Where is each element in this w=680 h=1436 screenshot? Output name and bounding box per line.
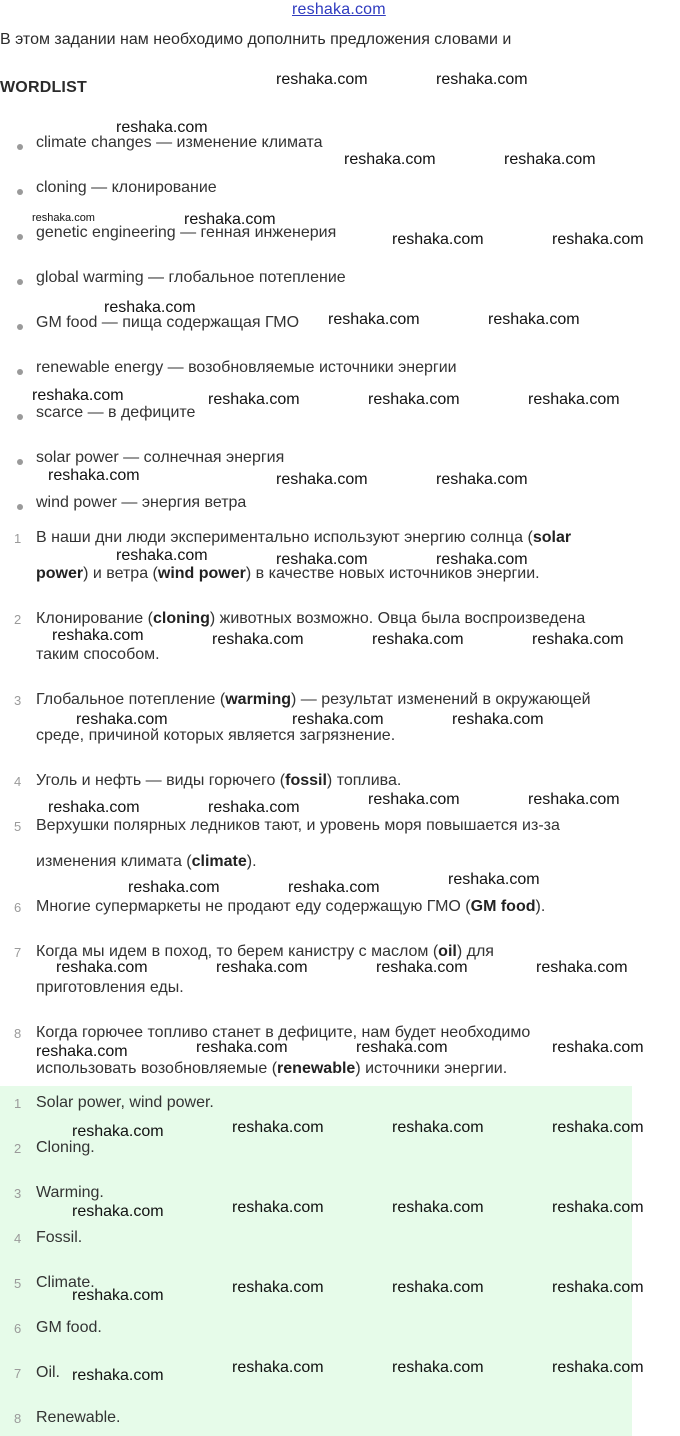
watermark-text: reshaka.com — [276, 551, 368, 568]
answer-text: Oil. — [36, 1364, 60, 1381]
watermark-text: reshaka.com — [76, 711, 168, 728]
answer-number: 2 — [14, 1141, 22, 1156]
watermark-text: reshaka.com — [232, 1359, 324, 1376]
sentence-line — [36, 691, 591, 709]
sentence-text: ). — [246, 853, 257, 870]
sentence-text: изменения климата ( — [36, 853, 192, 870]
answer-text: Renewable. — [36, 1409, 121, 1426]
wordlist-item: global warming — глобальное потепление — [36, 269, 346, 286]
sentence-line — [36, 610, 585, 628]
watermark-text: reshaka.com — [104, 299, 196, 316]
sentence-text: ) — результат изменений в окружающей — [291, 691, 591, 708]
watermark-text: reshaka.com — [116, 547, 208, 564]
watermark-text: reshaka.com — [288, 879, 380, 896]
watermark-text: reshaka.com — [532, 631, 624, 648]
answer-number: 6 — [14, 1321, 22, 1336]
watermark-text: reshaka.com — [216, 959, 308, 976]
watermark-text: reshaka.com — [436, 551, 528, 568]
answer-word: fossil — [285, 772, 327, 789]
watermark-text: reshaka.com — [36, 1043, 128, 1060]
watermark-text: reshaka.com — [392, 1199, 484, 1216]
sentence-line — [36, 853, 257, 871]
sentence-text: ) и ветра ( — [83, 565, 158, 582]
answer-text: Climate. — [36, 1274, 95, 1291]
watermark-text: reshaka.com — [72, 1287, 164, 1304]
sentence-text: Многие супермаркеты не продают еду содержащую ГМО ( — [36, 898, 471, 915]
watermark-text: reshaka.com — [344, 151, 436, 168]
watermark-text: reshaka.com — [376, 959, 468, 976]
sentence-number: 1 — [14, 531, 22, 546]
answer-word: GM food — [470, 898, 536, 915]
answer-word: cloning — [152, 610, 210, 627]
sentence-text: таким способом. — [36, 646, 160, 663]
wordlist-title: WORDLIST — [0, 79, 87, 96]
sentence-text: ) источники энергии. — [355, 1060, 508, 1077]
watermark-text: reshaka.com — [184, 211, 276, 228]
watermark-text: reshaka.com — [372, 631, 464, 648]
watermark-text: reshaka.com — [72, 1123, 164, 1140]
watermark-text: reshaka.com — [356, 1039, 448, 1056]
sentence-number: 6 — [14, 900, 22, 915]
sentence-number: 7 — [14, 945, 22, 960]
bullet-icon — [17, 189, 23, 195]
watermark-text: reshaka.com — [212, 631, 304, 648]
wordlist-item: cloning — клонирование — [36, 179, 217, 196]
watermark-text: reshaka.com — [208, 799, 300, 816]
sentence-line — [36, 979, 184, 997]
watermark-text: reshaka.com — [436, 71, 528, 88]
watermark-text: reshaka.com — [52, 627, 144, 644]
sentence-text: ) топлива. — [326, 772, 402, 789]
sentence-text: приготовления еды. — [36, 979, 184, 996]
watermark-text: reshaka.com — [528, 391, 620, 408]
sentence-line — [36, 646, 160, 664]
watermark-text: reshaka.com — [208, 391, 300, 408]
sentence-number: 5 — [14, 819, 22, 834]
sentence-text: ) для — [456, 943, 494, 960]
wordlist-item: scarce — в дефиците — [36, 404, 196, 421]
sentence-number: 2 — [14, 612, 22, 627]
answer-text: Warming. — [36, 1184, 104, 1201]
watermark-text: reshaka.com — [392, 231, 484, 248]
wordlist-item: solar power — солнечная энергия — [36, 449, 285, 466]
answer-word: climate — [191, 853, 247, 870]
sentence-number: 4 — [14, 774, 22, 789]
sentence-line — [36, 1060, 507, 1078]
watermark-text: reshaka.com — [56, 959, 148, 976]
answer-word: warming — [225, 691, 292, 708]
watermark-text: reshaka.com — [552, 1279, 644, 1296]
watermark-text: reshaka.com — [552, 231, 644, 248]
answer-text: Solar power, wind power. — [36, 1094, 214, 1111]
bullet-icon — [17, 144, 23, 150]
answer-text: Fossil. — [36, 1229, 83, 1246]
watermark-text: reshaka.com — [448, 871, 540, 888]
sentence-line — [36, 817, 560, 835]
sentence-text: В наши дни люди экспериментально используют энергию солнца ( — [36, 529, 533, 546]
sentence-text: Глобальное потепление ( — [36, 691, 226, 708]
watermark-text: reshaka.com — [232, 1279, 324, 1296]
answer-number: 7 — [14, 1366, 22, 1381]
watermark-text: reshaka.com — [128, 879, 220, 896]
sentence-text: Когда горючее топливо станет в дефиците, нам будет необходимо — [36, 1024, 531, 1041]
answer-number: 8 — [14, 1411, 22, 1426]
sentence-line — [36, 898, 545, 916]
site-link[interactable]: reshaka.com — [292, 1, 386, 18]
watermark-text: reshaka.com — [292, 711, 384, 728]
sentence-text: ) в качестве новых источников энергии. — [245, 565, 540, 582]
sentence-number: 3 — [14, 693, 22, 708]
watermark-text: reshaka.com — [552, 1199, 644, 1216]
answer-word: solar — [532, 529, 572, 546]
wordlist-item: renewable energy — возобновляемые источники энергии — [36, 359, 457, 376]
sentence-line — [36, 529, 571, 547]
wordlist-item: wind power — энергия ветра — [36, 494, 247, 511]
watermark-text: reshaka.com — [72, 1367, 164, 1384]
watermark-text: reshaka.com — [504, 151, 596, 168]
bullet-icon — [17, 369, 23, 375]
watermark-text: reshaka.com — [528, 791, 620, 808]
sentence-text: Верхушки полярных ледников тают, и уровень моря повышается из-за — [36, 817, 560, 834]
answer-word: oil — [438, 943, 457, 960]
watermark-text: reshaka.com — [48, 799, 140, 816]
wordlist-item: genetic engineering — генная инженерия — [36, 224, 337, 241]
watermark-text: reshaka.com — [392, 1279, 484, 1296]
answer-word: power — [36, 565, 84, 582]
watermark-text: reshaka.com — [196, 1039, 288, 1056]
wordlist-item: GM food — пища содержащая ГМО — [36, 314, 300, 331]
sentence-text: Уголь и нефть — виды горючего ( — [36, 772, 286, 789]
wordlist-item: climate changes — изменение климата — [36, 134, 323, 151]
watermark-text: reshaka.com — [392, 1119, 484, 1136]
bullet-icon — [17, 279, 23, 285]
bullet-icon — [17, 414, 23, 420]
watermark-text: reshaka.com — [32, 387, 124, 404]
watermark-text: reshaka.com — [552, 1119, 644, 1136]
intro-text: В этом задании нам необходимо дополнить предложения словами и — [0, 31, 512, 48]
watermark-text: reshaka.com — [536, 959, 628, 976]
watermark-text: reshaka.com — [116, 119, 208, 136]
sentence-text: использовать возобновляемые ( — [36, 1060, 278, 1077]
sentence-line — [36, 727, 395, 745]
watermark-text: reshaka.com — [232, 1199, 324, 1216]
answer-number: 4 — [14, 1231, 22, 1246]
answer-number: 3 — [14, 1186, 22, 1201]
watermark-text: reshaka.com — [552, 1039, 644, 1056]
watermark-text: reshaka.com — [452, 711, 544, 728]
watermark-text: reshaka.com — [48, 467, 140, 484]
watermark-text: reshaka.com — [392, 1359, 484, 1376]
watermark-text: reshaka.com — [72, 1203, 164, 1220]
answer-text: GM food. — [36, 1319, 102, 1336]
answer-word: renewable — [277, 1060, 356, 1077]
watermark-text: reshaka.com — [276, 71, 368, 88]
answer-word: wind power — [157, 565, 246, 582]
sentence-text: среде, причиной которых является загрязнение. — [36, 727, 396, 744]
answer-number: 1 — [14, 1096, 22, 1111]
watermark-text: reshaka.com — [552, 1359, 644, 1376]
watermark-text: reshaka.com — [436, 471, 528, 488]
watermark-text: reshaka.com — [328, 311, 420, 328]
sentence-text: Клонирование ( — [36, 610, 153, 627]
watermark-text: reshaka.com — [368, 391, 460, 408]
answer-number: 5 — [14, 1276, 22, 1291]
watermark-text: reshaka.com — [488, 311, 580, 328]
answer-text: Cloning. — [36, 1139, 95, 1156]
watermark-text: reshaka.com — [368, 791, 460, 808]
watermark-text: reshaka.com — [276, 471, 368, 488]
watermark-text-small: reshaka.com — [32, 212, 95, 224]
bullet-icon — [17, 234, 23, 240]
bullet-icon — [17, 459, 23, 465]
sentence-number: 8 — [14, 1026, 22, 1041]
sentence-text: ). — [535, 898, 546, 915]
bullet-icon — [17, 324, 23, 330]
watermark-text: reshaka.com — [232, 1119, 324, 1136]
sentence-text: ) животных возможно. Овца была воспроизведена — [209, 610, 586, 627]
sentence-line — [36, 772, 401, 790]
bullet-icon — [17, 504, 23, 510]
sentence-text: Когда мы идем в поход, то берем канистру с маслом ( — [36, 943, 439, 960]
